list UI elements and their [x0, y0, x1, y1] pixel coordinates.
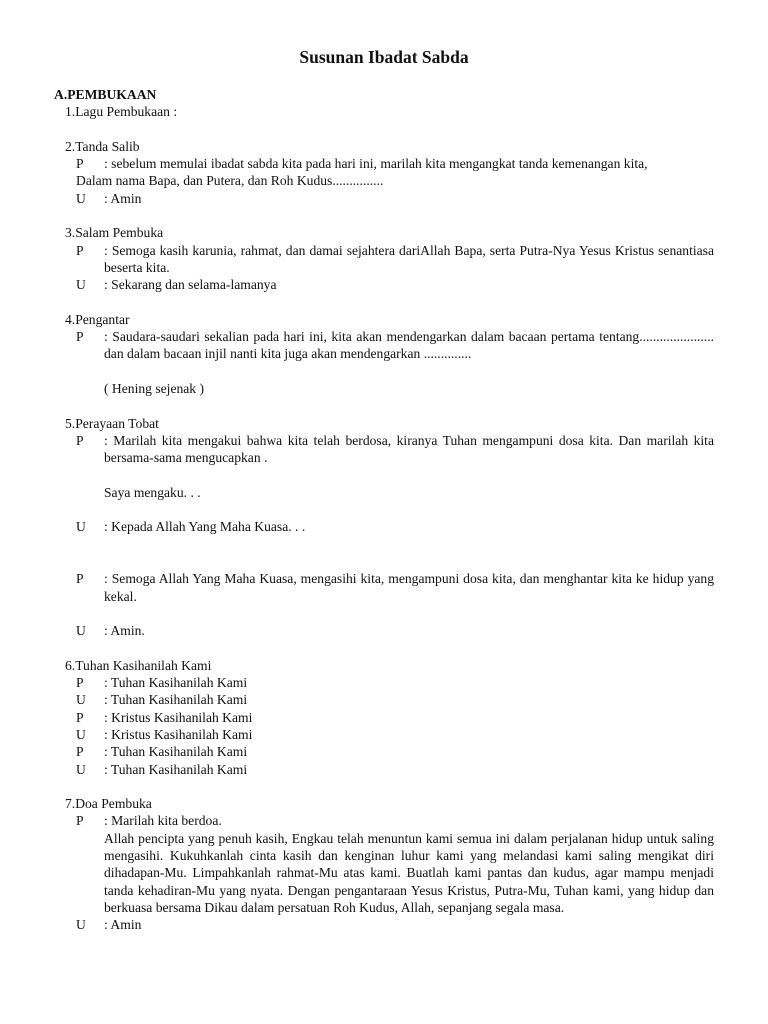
speaker-text: : Marilah kita mengakui bahwa kita telah berdosa, kiranya Tuhan mengampuni dosa kita. Dan marilah kita bersama-sama mengucapkan . — [104, 432, 714, 466]
section-title-perayaan-tobat: 5.Perayaan Tobat — [65, 415, 159, 431]
liturgy-line — [0, 518, 768, 535]
speaker-label: U — [76, 623, 86, 639]
liturgy-line — [0, 242, 768, 277]
speaker-text: : Tuhan Kasihanilah Kami — [104, 692, 248, 708]
section-title-pengantar: 4.Pengantar — [65, 311, 130, 327]
speaker-label: P — [76, 675, 84, 691]
liturgy-line — [0, 190, 768, 207]
section-title-salam-pembuka: 3.Salam Pembuka — [65, 225, 164, 241]
speaker-label: U — [76, 917, 86, 933]
speaker-text: : Kepada Allah Yang Maha Kuasa. . . — [104, 519, 306, 535]
speaker-label: P — [76, 744, 84, 760]
section-title-lagu-pembukaan: 1.Lagu Pembukaan : — [65, 104, 178, 120]
speaker-text: : Tuhan Kasihanilah Kami — [104, 761, 248, 777]
speaker-text: : Semoga kasih karunia, rahmat, dan damai sejahtera dariAllah Bapa, serta Putra-Nya Yesus Kristus senantiasa beserta kita. — [104, 242, 714, 275]
prayer-text: Allah pencipta yang penuh kasih, Engkau telah menuntun kami semua ini dalam perjalanan hidup untuk saling mengasihi. Kukuhkanlah cinta kasih dan kenginan luhur kami yang melandasi kami saling mengikat diri dihadapan-Mu. Limpahkanlah rahmat-Mu atas kami. Buatlah kami pantas dan kudus, agar mampu menjadi tanda kehadiran-Mu yang nyata. Dengan pengantaraan Yesus Kristus, Putra-Mu, Tuhan kami, yang hidup dan berkuasa bersama Dikau dalam persatuan Roh Kudus, Allah, sepanjang segala masa. — [104, 830, 714, 915]
speaker-text: : Kristus Kasihanilah Kami — [104, 709, 253, 725]
kyrie-line — [0, 743, 768, 760]
speaker-label: U — [76, 726, 86, 742]
kyrie-line — [0, 674, 768, 691]
speaker-label: U — [76, 692, 86, 708]
section-heading: A.PEMBUKAAN — [54, 87, 157, 102]
speaker-label: P — [76, 156, 84, 172]
speaker-label: U — [76, 190, 86, 206]
liturgy-line — [0, 916, 768, 933]
section-title-doa-pembuka: 7.Doa Pembuka — [65, 796, 152, 812]
speaker-text: : Amin. — [104, 623, 145, 639]
speaker-text: : sebelum memulai ibadat sabda kita pada hari ini, marilah kita mengangkat tanda kemenangan kita, — [104, 156, 648, 172]
speaker-label: P — [76, 571, 84, 587]
liturgy-line — [0, 812, 768, 829]
liturgy-line — [0, 432, 768, 467]
speaker-label: P — [76, 329, 84, 345]
speaker-text: : Amin — [104, 190, 142, 206]
kyrie-line — [0, 691, 768, 708]
speaker-text-continued: Dalam nama Bapa, dan Putera, dan Roh Kudus............... — [76, 173, 384, 189]
speaker-text: : Amin — [104, 917, 142, 933]
speaker-label: P — [76, 813, 84, 829]
liturgy-line — [0, 328, 768, 363]
section-title-tanda-salib: 2.Tanda Salib — [65, 138, 140, 154]
prayer-text: Saya mengaku. . . — [104, 484, 201, 500]
speaker-label: U — [76, 761, 86, 777]
liturgy-line — [0, 155, 768, 172]
kyrie-line — [0, 726, 768, 743]
speaker-label: P — [76, 432, 84, 448]
speaker-text: : Tuhan Kasihanilah Kami — [104, 744, 248, 760]
speaker-text: : Saudara-saudari sekalian pada hari ini, kita akan mendengarkan dalam bacaan pertama tentang...................... dan dalam bacaan injil nanti kita juga akan mendengarkan .............. — [104, 329, 714, 362]
speaker-label: P — [76, 709, 84, 725]
speaker-label: P — [76, 242, 84, 258]
section-title-tuhan-kasihanilah: 6.Tuhan Kasihanilah Kami — [65, 657, 212, 673]
speaker-text: : Sekarang dan selama-lamanya — [104, 277, 277, 293]
speaker-text: : Tuhan Kasihanilah Kami — [104, 675, 248, 691]
speaker-text: : Kristus Kasihanilah Kami — [104, 726, 253, 742]
kyrie-line — [0, 761, 768, 778]
document-body — [0, 86, 768, 934]
speaker-label: U — [76, 277, 86, 293]
liturgy-line — [0, 570, 768, 605]
liturgy-line — [0, 276, 768, 293]
rubric-note: ( Hening sejenak ) — [104, 381, 205, 397]
liturgy-line — [0, 622, 768, 639]
speaker-label: U — [76, 519, 86, 535]
speaker-text: : Marilah kita berdoa. — [104, 813, 222, 829]
document-title: Susunan Ibadat Sabda — [299, 47, 469, 67]
kyrie-line — [0, 709, 768, 726]
speaker-text: : Semoga Allah Yang Maha Kuasa, mengasihi kita, mengampuni dosa kita, dan menghantar kita ke hidup yang kekal. — [104, 571, 714, 604]
